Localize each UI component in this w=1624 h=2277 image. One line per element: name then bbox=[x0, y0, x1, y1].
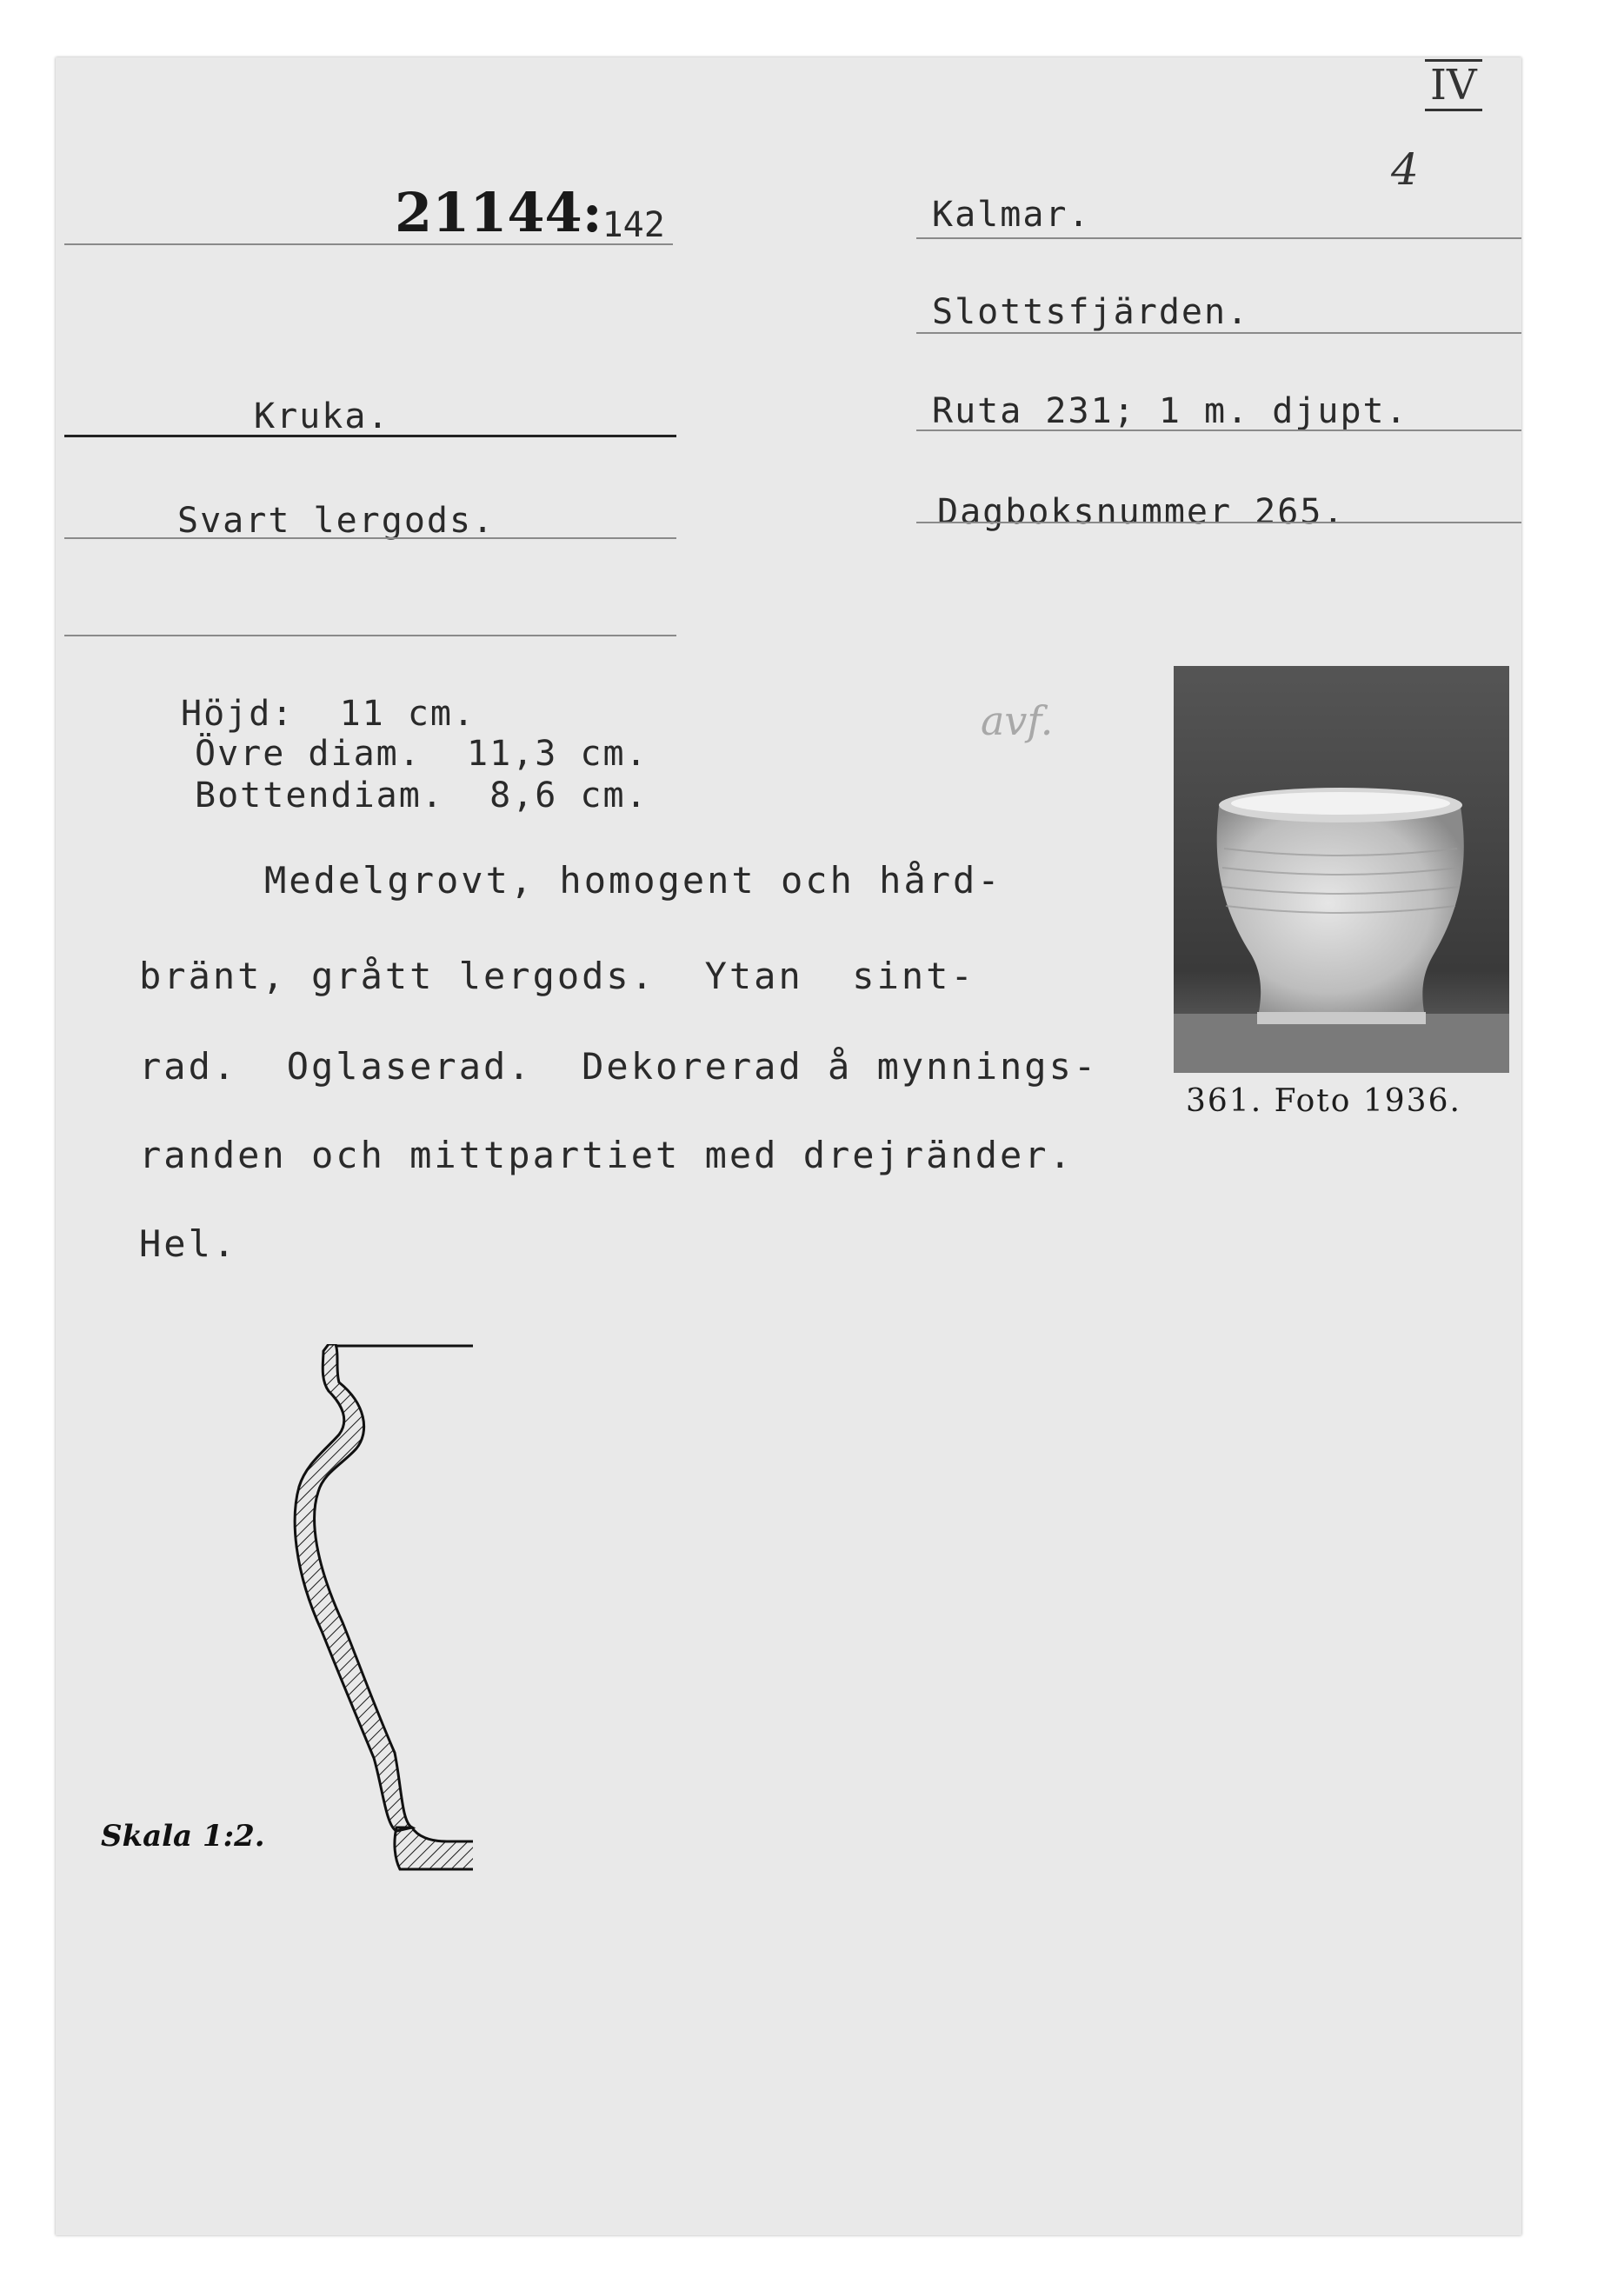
rule-material bbox=[64, 537, 676, 539]
description-line-2: bränt, grått lergods. Ytan sint- bbox=[139, 955, 975, 997]
rule-location-4 bbox=[916, 522, 1521, 523]
corner-mark bbox=[1425, 59, 1482, 111]
corner-number: 4 bbox=[1391, 144, 1419, 195]
measurement-height: Höjd: 11 cm. bbox=[181, 694, 476, 734]
rule-catalog bbox=[64, 243, 673, 245]
scale-label: Skala 1:2. bbox=[101, 1819, 265, 1854]
pot-photo-image bbox=[1174, 666, 1509, 1073]
measurement-upper-diam: Övre diam. 11,3 cm. bbox=[195, 734, 649, 774]
photo-caption: 361. Foto 1936. bbox=[1186, 1083, 1461, 1119]
rule-object bbox=[64, 435, 676, 437]
measurement-base-diam: Bottendiam. 8,6 cm. bbox=[195, 776, 649, 816]
location-line-2: Slottsfjärden. bbox=[932, 292, 1250, 332]
rule-location-1 bbox=[916, 237, 1521, 239]
description-line-3: rad. Oglaserad. Dekorerad å mynnings- bbox=[139, 1045, 1099, 1088]
object-name: Kruka. bbox=[254, 396, 390, 436]
location-line-4: Dagboksnummer 265. bbox=[937, 492, 1346, 532]
catalog-number bbox=[395, 181, 665, 245]
material: Svart lergods. bbox=[177, 501, 496, 541]
rule-location-3 bbox=[916, 429, 1521, 431]
location-line-3: Ruta 231; 1 m. djupt. bbox=[932, 391, 1408, 431]
catalog-number-main: 21144: bbox=[395, 181, 602, 244]
pencil-annotation: avf. bbox=[981, 697, 1054, 744]
description-line-1: Medelgrovt, homogent och hård- bbox=[264, 859, 1002, 902]
catalog-card bbox=[56, 57, 1521, 2235]
catalog-number-sub: 142 bbox=[602, 205, 665, 245]
rule-blank bbox=[64, 635, 676, 636]
location-line-1: Kalmar. bbox=[932, 195, 1091, 235]
corner-mark-text: IV bbox=[1430, 61, 1477, 110]
pot-photo bbox=[1174, 666, 1509, 1073]
rule-location-2 bbox=[916, 332, 1521, 334]
description-line-4: randen och mittpartiet med drejränder. bbox=[139, 1134, 1074, 1176]
profile-drawing bbox=[212, 1344, 473, 1979]
description-line-5: Hel. bbox=[139, 1222, 238, 1265]
